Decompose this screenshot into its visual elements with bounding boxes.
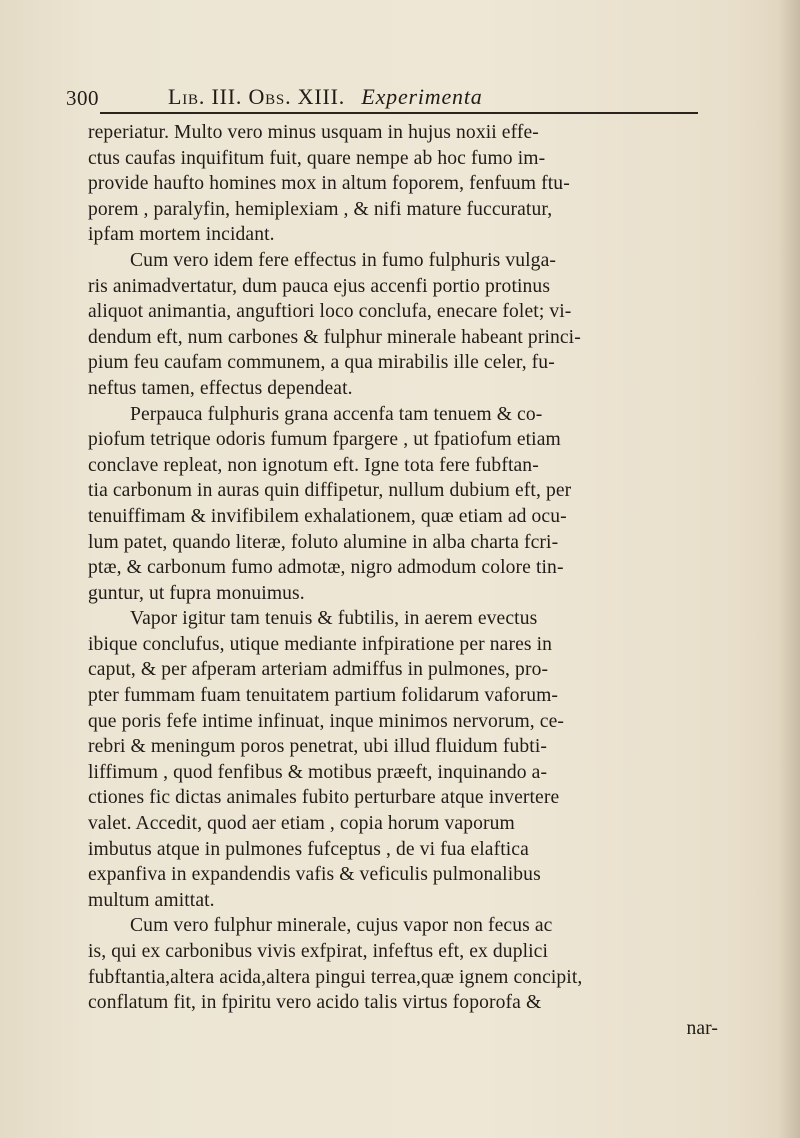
- text-line: pter fummam fuam tenuitatem partium folidarum vaforum-: [88, 685, 559, 707]
- text-line: ctiones fic dictas animales fubito perturbare atque invertere: [88, 787, 560, 809]
- header-rule: [100, 112, 698, 114]
- text-line: liffimum , quod fenfibus & motibus præeft, inquinando a-: [88, 761, 548, 783]
- running-head-obs: Obs. XIII.: [248, 84, 346, 109]
- page-header: [66, 72, 698, 112]
- text-line: porem , paralyfin, hemiplexiam , & nifi mature fuccuratur,: [88, 198, 553, 220]
- page-edge-shadow: [778, 0, 800, 1138]
- text-line: piofum tetrique odoris fumum fpargere , ut fpatiofum etiam: [88, 429, 561, 451]
- text-line: conflatum fit, in fpiritu vero acido talis virtus foporofa &: [88, 992, 542, 1014]
- text-line: rebri & meningum poros penetrat, ubi illud fluidum fubti-: [88, 736, 547, 758]
- text-line: lum patet, quando literæ, foluto alumine in alba charta fcri-: [88, 531, 559, 553]
- text-line: caput, & per afperam arteriam admiffus in pulmones, pro-: [88, 659, 549, 681]
- text-line: ibique conclufus, utique mediante infpiratione per nares in: [88, 633, 553, 655]
- text-line: pium feu caufam communem, a qua mirabilis ille celer, fu-: [88, 352, 555, 374]
- paragraph-start-line: Perpauca fulphuris grana accenfa tam tenuem & co-: [130, 403, 543, 425]
- text-line: aliquot animantia, anguftiori loco conclufa, enecare folet; vi-: [88, 301, 572, 323]
- text-line: reperiatur. Multo vero minus usquam in hujus noxii effe-: [88, 122, 539, 143]
- page-number: 300: [66, 86, 99, 110]
- text-line: conclave repleat, non ignotum eft. Igne tota fere fubftan-: [88, 454, 539, 476]
- text-line: que poris fefe intime infinuat, inque minimos nervorum, ce-: [88, 710, 565, 732]
- text-line: ptæ, & carbonum fumo admotæ, nigro admodum colore tin-: [88, 557, 564, 579]
- text-line: valet. Accedit, quod aer etiam , copia horum vaporum: [88, 813, 515, 835]
- body-text: [88, 120, 728, 1041]
- text-line: guntur, ut fupra monuimus.: [88, 582, 305, 604]
- text-line: ctus caufas inquifitum fuit, quare nempe ab hoc fumo im-: [88, 147, 546, 169]
- paragraph-start-line: Vapor igitur tam tenuis & fubtilis, in aerem evectus: [130, 608, 538, 630]
- running-head-book: Lib. III.: [168, 84, 243, 109]
- paragraph-start-line: Cum vero fulphur minerale, cujus vapor non fecus ac: [130, 915, 553, 937]
- text-line: ris animadvertatur, dum pauca ejus accenfi portio protinus: [88, 275, 551, 297]
- text-line: neftus tamen, effectus dependeat.: [88, 377, 353, 399]
- paragraph-start-line: Cum vero idem fere effectus in fumo fulphuris vulga-: [130, 249, 556, 271]
- text-line: expanfiva in expandendis vafis & veficulis pulmonalibus: [88, 864, 541, 886]
- text-line: provide haufto homines mox in altum foporem, fenfuum ftu-: [88, 173, 570, 195]
- text-line: tenuiffimam & invifibilem exhalationem, quæ etiam ad ocu-: [88, 505, 567, 527]
- text-line: ipfam mortem incidant.: [88, 224, 275, 246]
- text-line: imbutus atque in pulmones fufceptus , de vi fua elaftica: [88, 838, 529, 860]
- text-line: multum amittat.: [88, 889, 215, 911]
- text-line: tia carbonum in auras quin diffipetur, nullum dubium eft, per: [88, 480, 572, 502]
- running-head: [168, 84, 483, 110]
- text-line: fubftantia,altera acida,altera pingui terrea,quæ ignem concipit,: [88, 966, 583, 988]
- text-line: dendum eft, num carbones & fulphur minerale habeant princi-: [88, 326, 581, 348]
- catchword: nar-: [686, 1017, 718, 1039]
- text-line: is, qui ex carbonibus vivis exfpirat, infeftus eft, ex duplici: [88, 941, 549, 962]
- running-head-title: Experimenta: [361, 84, 483, 109]
